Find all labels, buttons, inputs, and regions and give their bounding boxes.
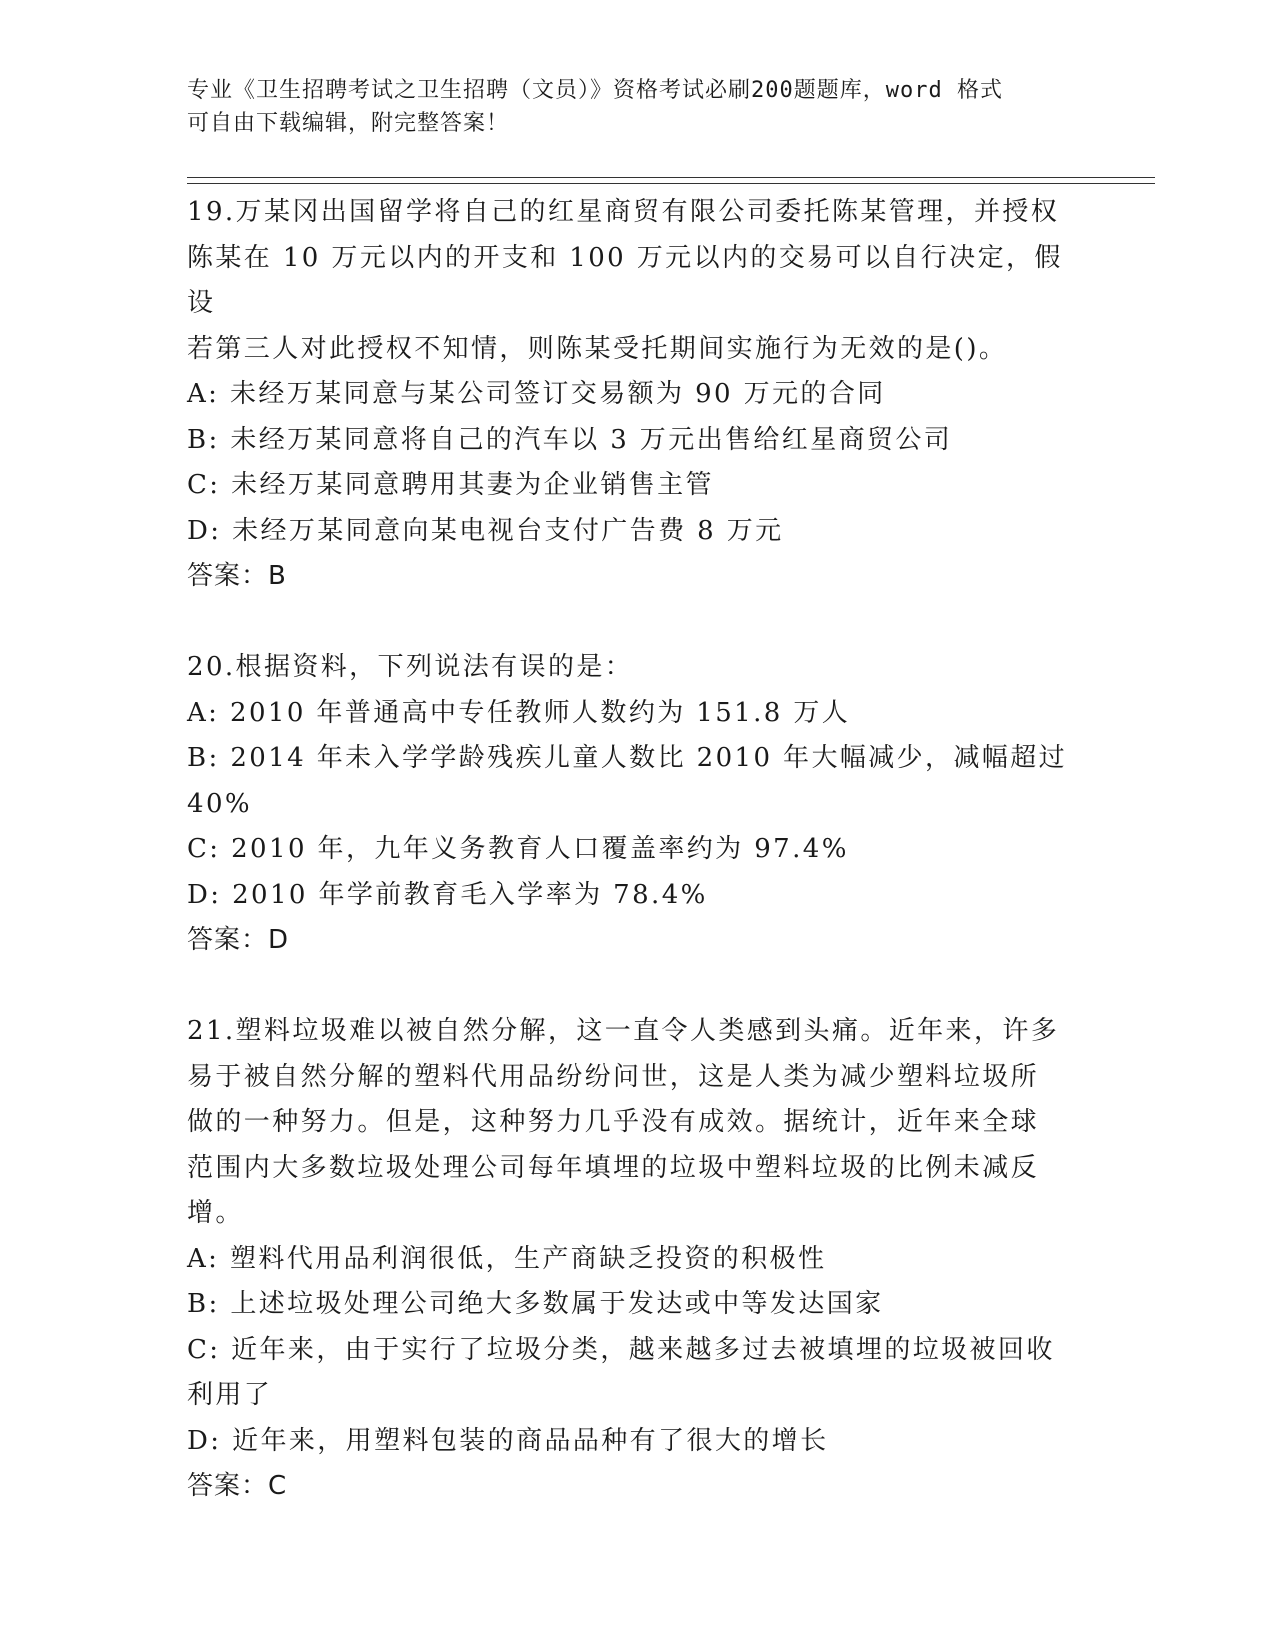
answer-option-line: B: 未经万某同意将自己的汽车以 3 万元出售给红星商贸公司 — [187, 424, 953, 455]
answer-option-line: B: 上述垃圾处理公司绝大多数属于发达或中等发达国家 — [187, 1289, 884, 1319]
question-stem-line: 易于被自然分解的塑料代用品纷纷问世，这是人类为减少塑料垃圾所 — [187, 1061, 1040, 1092]
question-stem-line: 陈某在 10 万元以内的开支和 100 万元以内的交易可以自行决定，假设 — [187, 242, 1063, 318]
question-stem-line: 若第三人对此授权不知情，则陈某受托期间实施行为无效的是()。 — [187, 333, 1008, 364]
question-stem-line: 增。 — [187, 1198, 244, 1228]
question-stem-line: 做的一种努力。但是，这种努力几乎没有成效。据统计，近年来全球 — [187, 1107, 1040, 1137]
question-stem-line: 20.根据资料，下列说法有误的是： — [187, 652, 634, 682]
header-title-line-2: 可自由下载编辑，附完整答案！ — [187, 111, 510, 136]
question-stem-line: 21.塑料垃圾难以被自然分解，这一直令人类感到头痛。近年来，许多 — [187, 1016, 1060, 1046]
answer-option-line: D: 近年来，用塑料包装的商品品种有了很大的增长 — [187, 1425, 829, 1456]
answer-option-line: C: 未经万某同意聘用其妻为企业销售主管 — [187, 470, 714, 500]
answer-key: 答案：B — [187, 561, 287, 591]
question-spacer — [187, 600, 1087, 646]
header-divider-bottom — [187, 183, 1155, 184]
question-block — [187, 1009, 1087, 1510]
answer-key: 答案：D — [187, 925, 290, 955]
answer-option-line: B: 2014 年未入学学龄残疾儿童人数比 2010 年大幅减少，减幅超过 — [187, 743, 1068, 773]
answer-option-line: A: 2010 年普通高中专任教师人数约为 151.8 万人 — [187, 697, 851, 728]
answer-option-line: C: 2010 年，九年义务教育人口覆盖率约为 97.4% — [187, 834, 849, 864]
answer-option-line: A: 塑料代用品利润很低，生产商缺乏投资的积极性 — [187, 1243, 827, 1274]
header-divider-top — [187, 177, 1155, 178]
answer-option-line: A: 未经万某同意与某公司签订交易额为 90 万元的合同 — [187, 379, 886, 409]
question-stem-line: 范围内大多数垃圾处理公司每年填埋的垃圾中塑料垃圾的比例未减反 — [187, 1152, 1040, 1183]
answer-option-line: 40% — [187, 788, 252, 819]
answer-key: 答案：C — [187, 1471, 288, 1501]
answer-option-line: D: 2010 年学前教育毛入学率为 78.4% — [187, 879, 708, 910]
header-title-line-1: 专业《卫生招聘考试之卫生招聘（文员）》资格考试必刷200题题库，word 格式 — [187, 78, 1003, 103]
question-list — [187, 190, 1087, 1510]
question-spacer — [187, 964, 1087, 1010]
answer-option-line: 利用了 — [187, 1380, 273, 1410]
question-block — [187, 190, 1087, 600]
question-stem-line: 19.万某冈出国留学将自己的红星商贸有限公司委托陈某管理，并授权 — [187, 197, 1060, 227]
answer-option-line: D: 未经万某同意向某电视台支付广告费 8 万元 — [187, 515, 784, 546]
question-block — [187, 645, 1087, 964]
document-header — [187, 74, 1067, 140]
answer-option-line: C: 近年来，由于实行了垃圾分类，越来越多过去被填埋的垃圾被回收 — [187, 1334, 1055, 1365]
